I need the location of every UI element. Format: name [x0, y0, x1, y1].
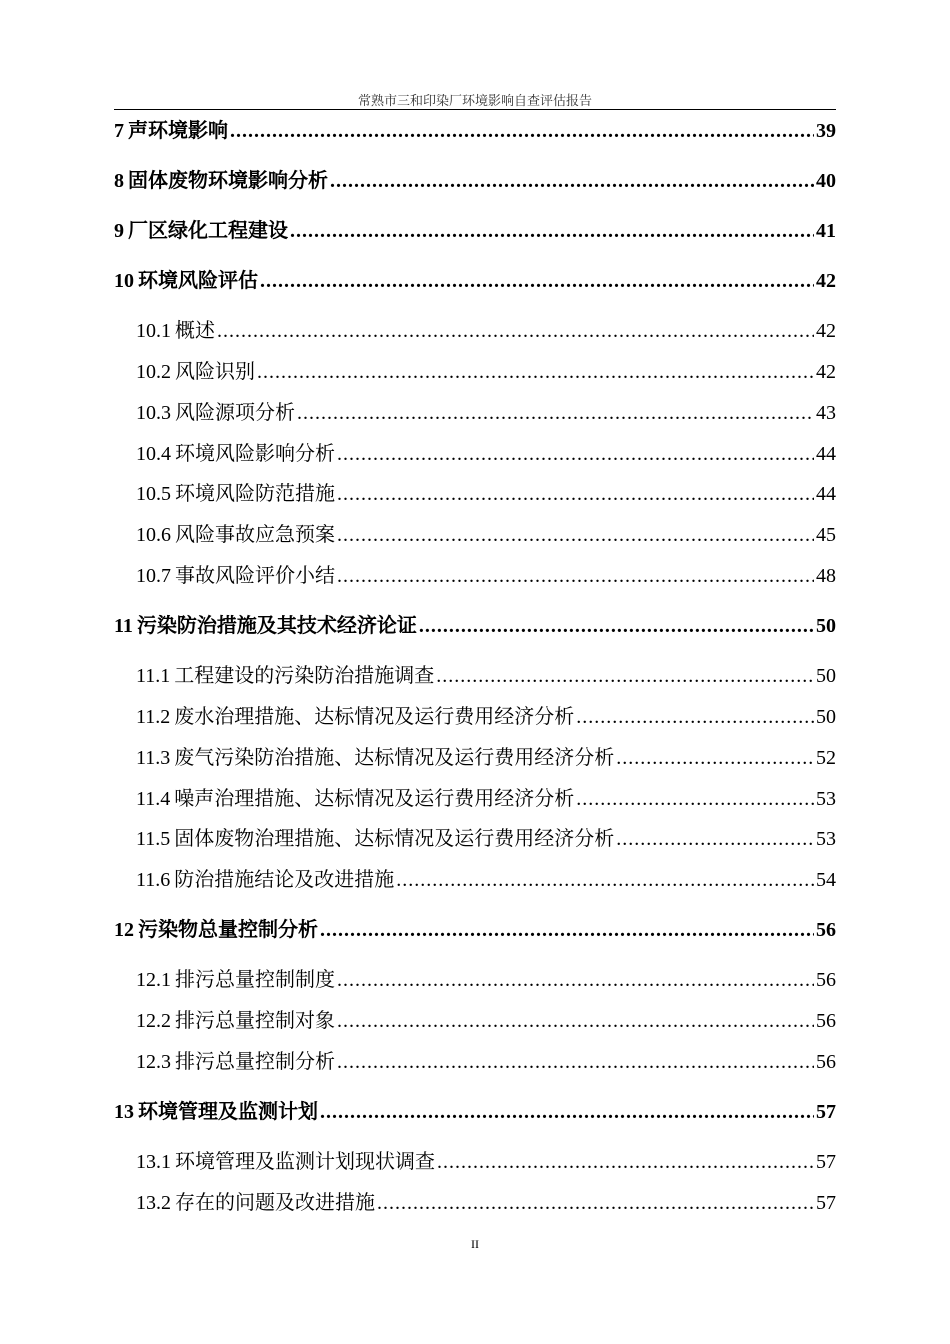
toc-entry-title: 工程建设的污染防治措施调查 — [174, 665, 435, 687]
toc-entry-title: 风险事故应急预案 — [175, 524, 335, 546]
toc-entry-page: 57 — [816, 1151, 836, 1173]
toc-entry-page: 42 — [816, 320, 836, 342]
toc-entry-title: 防治措施结论及改进措施 — [174, 869, 395, 891]
toc-entry-page: 42 — [816, 270, 836, 292]
toc-dot-leader — [260, 270, 814, 293]
toc-entry-title: 废气污染防治措施、达标情况及运行费用经济分析 — [174, 747, 615, 769]
toc-section-entry[interactable] — [136, 437, 836, 466]
toc-section-entry[interactable] — [136, 559, 836, 588]
toc-dot-leader — [337, 524, 814, 547]
toc-chapter-entry[interactable] — [114, 264, 836, 293]
toc-section-entry[interactable] — [136, 1045, 836, 1074]
toc-entry-page: 44 — [816, 443, 836, 465]
toc-entry-number: 12 — [114, 919, 134, 941]
running-header: 常熟市三和印染厂环境影响自查评估报告 — [357, 94, 592, 109]
toc-entry-number: 10.1 — [136, 320, 171, 342]
toc-entry-title: 环境风险评估 — [138, 270, 258, 292]
toc-entry-number: 7 — [114, 120, 124, 142]
toc-section-entry[interactable] — [136, 963, 836, 992]
toc-chapter-entry[interactable] — [114, 913, 836, 942]
page-number: II — [471, 1237, 479, 1251]
toc-entry-page: 43 — [816, 402, 836, 424]
toc-entry-number: 11.3 — [136, 747, 171, 769]
toc-dot-leader — [377, 1192, 814, 1215]
toc-entry-page: 56 — [816, 1051, 836, 1073]
toc-entry-page: 56 — [816, 919, 836, 941]
toc-entry-number: 13.1 — [136, 1151, 171, 1173]
toc-section-entry[interactable] — [136, 741, 836, 770]
toc-entry-title: 排污总量控制制度 — [175, 969, 335, 991]
toc-entry-title: 环境管理及监测计划现状调查 — [175, 1151, 435, 1173]
toc-dot-leader — [616, 828, 814, 851]
toc-entry-title: 环境管理及监测计划 — [138, 1101, 318, 1123]
toc-dot-leader — [396, 869, 814, 892]
toc-section-entry[interactable] — [136, 477, 836, 506]
toc-entry-title: 废水治理措施、达标情况及运行费用经济分析 — [174, 706, 575, 728]
toc-entry-number: 11.4 — [136, 788, 171, 810]
toc-entry-number: 9 — [114, 220, 124, 242]
header-rule — [114, 109, 836, 110]
toc-dot-leader — [337, 1010, 814, 1033]
toc-entry-title: 固体废物治理措施、达标情况及运行费用经济分析 — [174, 828, 615, 850]
toc-entry-number: 13 — [114, 1101, 134, 1123]
toc-entry-page: 50 — [816, 665, 836, 687]
toc-entry-title: 噪声治理措施、达标情况及运行费用经济分析 — [174, 788, 575, 810]
toc-entry-number: 11 — [114, 615, 133, 637]
toc-entry-title: 厂区绿化工程建设 — [128, 220, 288, 242]
toc-section-entry[interactable] — [136, 396, 836, 425]
toc-entry-title: 声环境影响 — [128, 120, 228, 142]
toc-entry-title: 污染物总量控制分析 — [138, 919, 318, 941]
toc-dot-leader — [436, 665, 814, 688]
toc-entry-number: 11.2 — [136, 706, 171, 728]
toc-section-entry[interactable] — [136, 863, 836, 892]
toc-dot-leader — [337, 483, 814, 506]
toc-entry-number: 10 — [114, 270, 134, 292]
toc-entry-number: 11.1 — [136, 665, 171, 687]
toc-entry-number: 12.2 — [136, 1010, 171, 1032]
toc-section-entry[interactable] — [136, 782, 836, 811]
toc-dot-leader — [290, 220, 814, 243]
toc-entry-title: 风险源项分析 — [175, 402, 295, 424]
toc-entry-number: 13.2 — [136, 1192, 171, 1214]
toc-entry-title: 固体废物环境影响分析 — [128, 170, 328, 192]
toc-section-entry[interactable] — [136, 1186, 836, 1215]
toc-entry-page: 48 — [816, 565, 836, 587]
toc-entry-title: 事故风险评价小结 — [175, 565, 335, 587]
toc-entry-page: 50 — [816, 706, 836, 728]
toc-entry-title: 排污总量控制分析 — [175, 1051, 335, 1073]
toc-entry-title: 环境风险防范措施 — [175, 483, 335, 505]
toc-dot-leader — [230, 120, 814, 143]
toc-entry-title: 排污总量控制对象 — [175, 1010, 335, 1032]
toc-entry-number: 10.5 — [136, 483, 171, 505]
toc-dot-leader — [330, 170, 814, 193]
toc-dot-leader — [576, 788, 814, 811]
toc-dot-leader — [437, 1151, 814, 1174]
toc-entry-number: 11.5 — [136, 828, 171, 850]
toc-chapter-entry[interactable] — [114, 609, 836, 638]
toc-entry-page: 41 — [816, 220, 836, 242]
toc-entry-page: 56 — [816, 969, 836, 991]
toc-section-entry[interactable] — [136, 659, 836, 688]
toc-section-entry[interactable] — [136, 314, 836, 343]
toc-entry-number: 10.3 — [136, 402, 171, 424]
toc-entry-page: 52 — [816, 747, 836, 769]
toc-dot-leader — [337, 1051, 814, 1074]
toc-dot-leader — [419, 615, 814, 638]
toc-entry-number: 10.6 — [136, 524, 171, 546]
toc-entry-page: 42 — [816, 361, 836, 383]
toc-chapter-entry[interactable] — [114, 1095, 836, 1124]
toc-entry-page: 53 — [816, 788, 836, 810]
toc-section-entry[interactable] — [136, 822, 836, 851]
toc-dot-leader — [576, 706, 814, 729]
toc-dot-leader — [337, 565, 814, 588]
toc-section-entry[interactable] — [136, 518, 836, 547]
toc-entry-number: 10.7 — [136, 565, 171, 587]
toc-entry-title: 环境风险影响分析 — [175, 443, 335, 465]
toc-section-entry[interactable] — [136, 700, 836, 729]
toc-entry-page: 40 — [816, 170, 836, 192]
toc-entry-page: 50 — [816, 615, 836, 637]
toc-entry-title: 污染防治措施及其技术经济论证 — [136, 615, 417, 637]
toc-entry-number: 8 — [114, 170, 124, 192]
toc-chapter-entry[interactable] — [114, 164, 836, 193]
toc-entry-page: 45 — [816, 524, 836, 546]
toc-section-entry[interactable] — [136, 355, 836, 384]
toc-section-entry[interactable] — [136, 1145, 836, 1174]
toc-section-entry[interactable] — [136, 1004, 836, 1033]
toc-dot-leader — [337, 969, 814, 992]
toc-dot-leader — [616, 747, 814, 770]
toc-entry-page: 44 — [816, 483, 836, 505]
toc-entry-page: 54 — [816, 869, 836, 891]
toc-chapter-entry[interactable] — [114, 214, 836, 243]
toc-entry-page: 39 — [816, 120, 836, 142]
toc-entry-title: 存在的问题及改进措施 — [175, 1192, 375, 1214]
toc-dot-leader — [257, 361, 814, 384]
toc-entry-number: 11.6 — [136, 869, 171, 891]
toc-entry-number: 10.2 — [136, 361, 171, 383]
toc-entry-page: 53 — [816, 828, 836, 850]
toc-entry-page: 56 — [816, 1010, 836, 1032]
toc-entry-page: 57 — [816, 1101, 836, 1123]
toc-dot-leader — [320, 919, 814, 942]
toc-entry-number: 12.3 — [136, 1051, 171, 1073]
toc-entry-page: 57 — [816, 1192, 836, 1214]
toc-dot-leader — [297, 402, 814, 425]
toc-entry-number: 10.4 — [136, 443, 171, 465]
toc-entry-title: 概述 — [175, 320, 215, 342]
toc-entry-number: 12.1 — [136, 969, 171, 991]
toc-entry-title: 风险识别 — [175, 361, 255, 383]
toc-dot-leader — [217, 320, 814, 343]
toc-chapter-entry[interactable] — [114, 114, 836, 143]
toc-dot-leader — [320, 1101, 814, 1124]
toc-dot-leader — [337, 443, 814, 466]
